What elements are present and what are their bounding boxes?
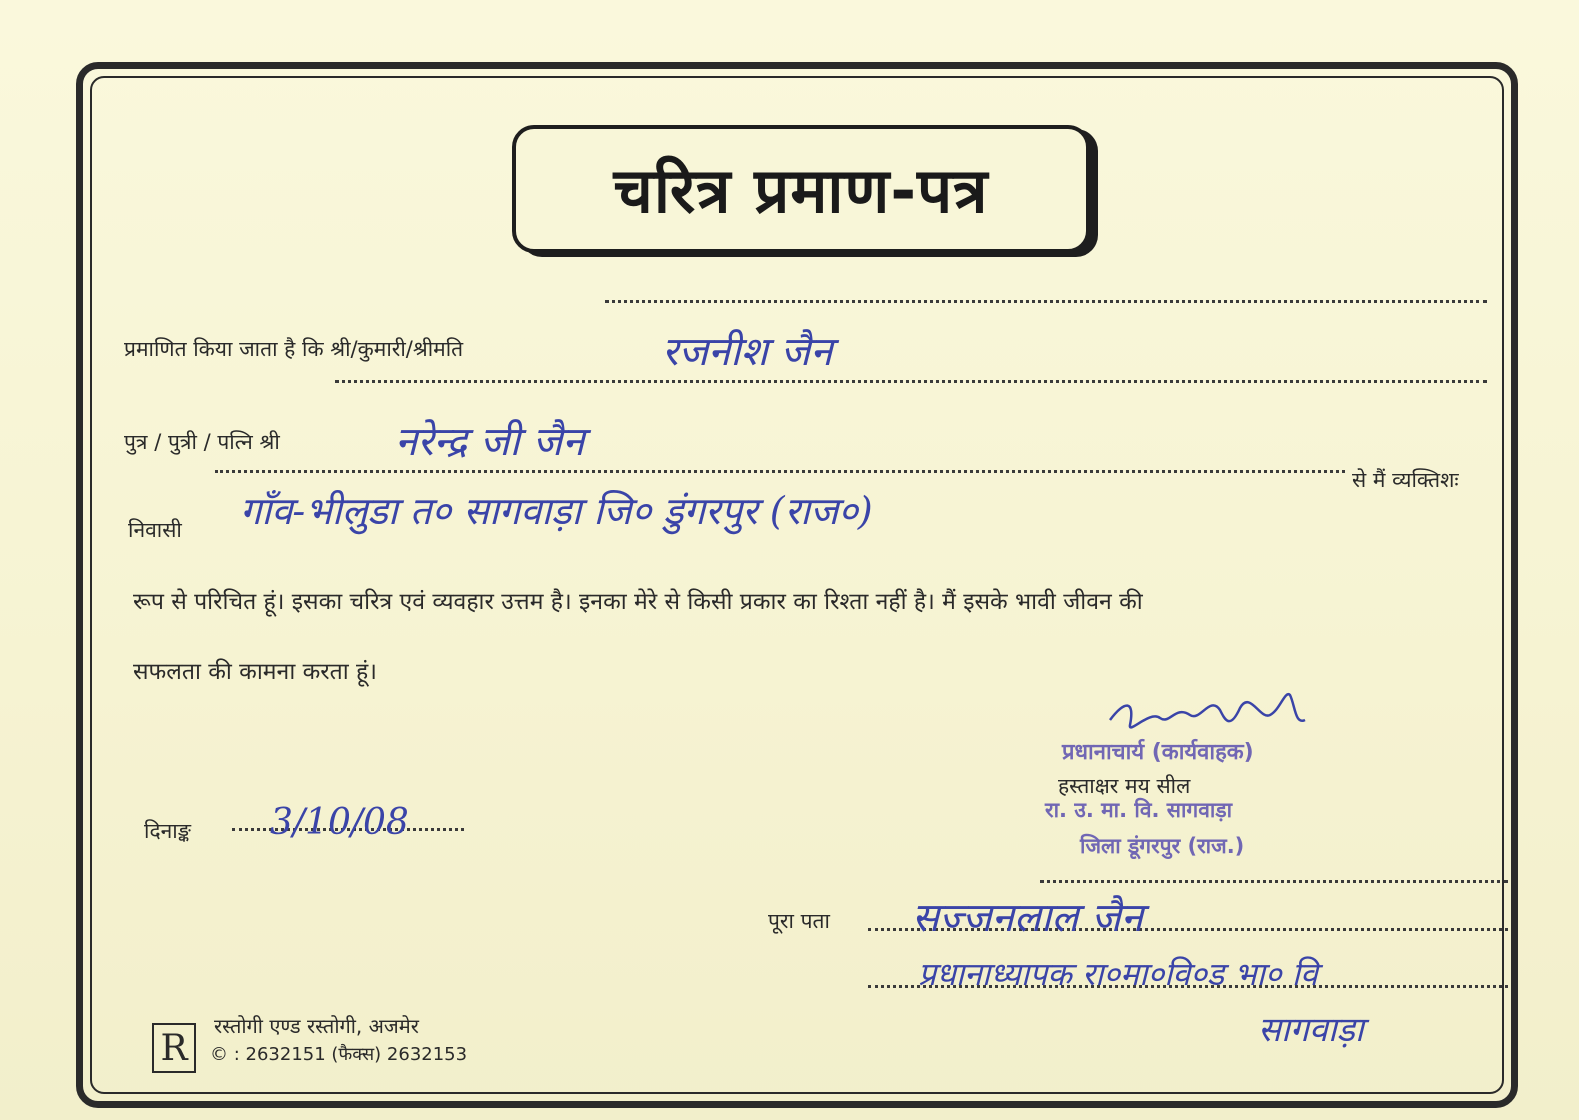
date-value: 3/10/08: [270, 802, 409, 843]
line3-value: गाँव-भीलुडा त० सागवाड़ा जि० डुंगरपुर (राज०): [240, 489, 873, 533]
address-label: पूरा पता: [768, 909, 830, 933]
printer-phone: © : 2632151 (फैक्स) 2632153: [210, 1044, 468, 1065]
line1-label: प्रमाणित किया जाता है कि श्री/कुमारी/श्रीमति: [124, 337, 464, 361]
line2-label: पुत्र / पुत्री / पत्नि श्री: [124, 430, 280, 454]
stamp-line-1: प्रधानाचार्य (कार्यवाहक): [1062, 740, 1254, 765]
line1-value: रजनीश जैन: [662, 329, 833, 375]
title-box: [512, 125, 1090, 253]
dotted-line: [605, 300, 1487, 303]
dotted-line: [335, 380, 1487, 383]
stamp-line-2: रा. उ. मा. वि. सागवाड़ा: [1045, 798, 1233, 822]
date-label: दिनाङ्क: [144, 819, 191, 843]
line2-value: नरेन्द्र जी जैन: [395, 419, 585, 465]
para-line-2: रूप से परिचित हूं। इसका चरित्र एवं व्यवहार उत्तम है। इनका मेरे से किसी प्रकार का रिश्ता नहीं है। मैं इसके भावी जीवन की: [133, 589, 1143, 615]
signature-label: हस्ताक्षर मय सील: [1058, 774, 1191, 798]
printer-logo-letter: R: [160, 1027, 188, 1069]
dotted-line: [1040, 880, 1508, 883]
certificate-title: चरित्र प्रमाण-पत्र: [613, 154, 989, 227]
address-line-3: सागवाड़ा: [1258, 1010, 1364, 1050]
dotted-line: [215, 470, 1345, 473]
printer-name: रस्तोगी एण्ड रस्तोगी, अजमेर: [214, 1014, 419, 1038]
stamp-line-3: जिला डूंगरपुर (राज.): [1080, 834, 1245, 858]
line3-label: निवासी: [128, 518, 182, 542]
para-line-3: सफलता की कामना करता हूं।: [133, 659, 377, 685]
address-line-1: सज्जनलाल जैन: [912, 895, 1143, 941]
line3-suffix: से मैं व्यक्तिशः: [1352, 468, 1459, 492]
address-line-2: प्रधानाध्यापक रा०मा०वि०ड भा० वि: [918, 955, 1318, 993]
printer-logo: [152, 1023, 196, 1073]
